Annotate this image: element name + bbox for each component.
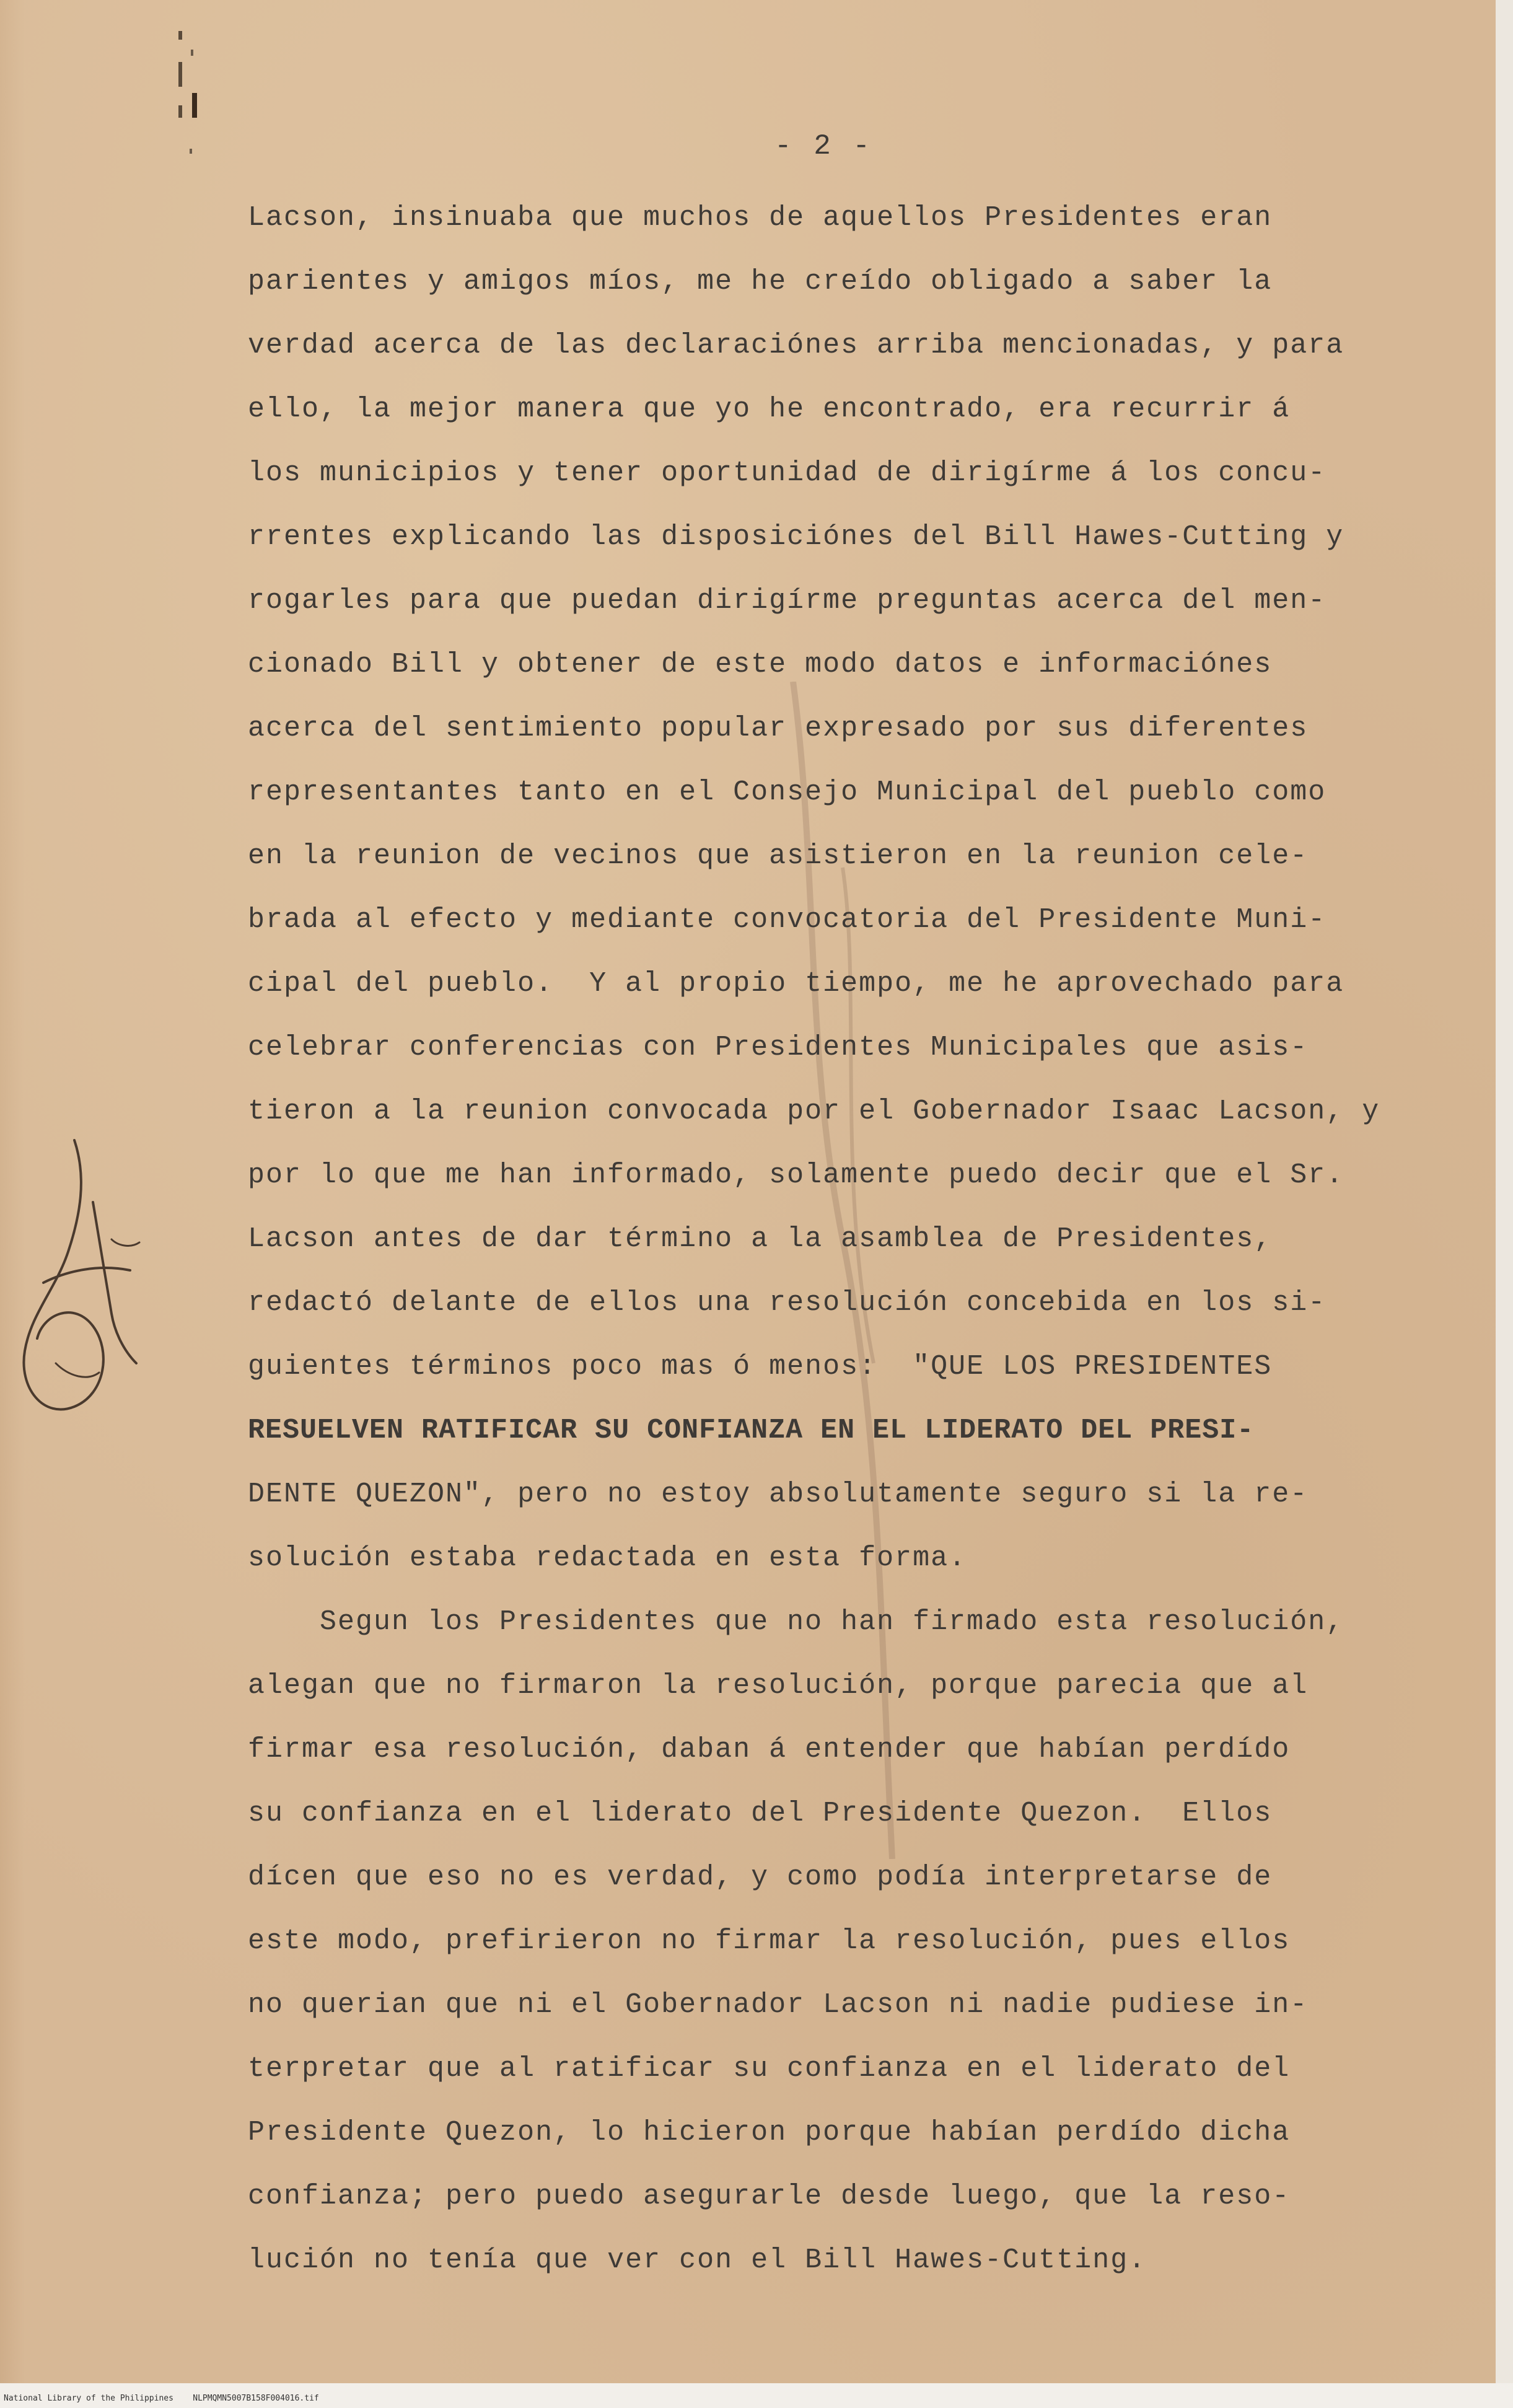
footer-institution: National Library of the Philippines [4,2394,173,2403]
body-line: los municipios y tener oportunidad de dirigírme á los concu- [248,457,1327,489]
body-line: solución estaba redactada en esta forma. [248,1542,967,1574]
body-line: rogarles para que puedan dirigírme preguntas acerca del men- [248,585,1327,617]
body-line: alegan que no firmaron la resolución, porque parecia que al [248,1670,1309,1702]
footer-file-ref: NLPMQMN5007B158F004016.tif [193,2394,319,2403]
scan-footer-bar [0,2383,1513,2408]
body-line: parientes y amigos míos, me he creído obligado a saber la [248,266,1273,297]
scan-edge [1496,0,1513,2408]
scan-footer-label [4,2394,319,2403]
body-line: lución no tenía que ver con el Bill Hawes-Cutting. [248,2244,1147,2276]
page-number: - 2 - [774,130,873,162]
body-line: Segun los Presidentes que no han firmado esta resolución, [248,1606,1344,1638]
body-line: celebrar conferencias con Presidentes Municipales que asis- [248,1032,1309,1063]
body-line: ello, la mejor manera que yo he encontrado, era recurrir á [248,393,1291,425]
body-line: tieron a la reunion convocada por el Gobernador Isaac Lacson, y [248,1096,1380,1127]
body-line: DENTE QUEZON", pero no estoy absolutamente seguro si la re- [248,1479,1309,1510]
body-line: dícen que eso no es verdad, y como podía interpretarse de [248,1861,1273,1893]
body-line: Lacson, insinuaba que muchos de aquellos Presidentes eran [248,202,1273,234]
body-line: acerca del sentimiento popular expresado por sus diferentes [248,713,1309,744]
body-line: brada al efecto y mediante convocatoria del Presidente Muni- [248,904,1327,936]
body-line: Lacson antes de dar término a la asamblea de Presidentes, [248,1223,1273,1255]
body-line: por lo que me han informado, solamente puedo decir que el Sr. [248,1159,1344,1191]
body-line: no querian que ni el Gobernador Lacson ni nadie pudiese in- [248,1989,1309,2021]
body-line: cipal del pueblo. Y al propio tiempo, me he aprovechado para [248,968,1344,1000]
body-line: cionado Bill y obtener de este modo datos e informaciónes [248,649,1273,680]
letter-body [248,186,1437,2292]
body-line: firmar esa resolución, daban á entender que habían perdído [248,1734,1291,1765]
body-line: terpretar que al ratificar su confianza en el liderato del [248,2053,1291,2085]
body-line: representantes tanto en el Consejo Municipal del pueblo como [248,776,1327,808]
body-line: este modo, prefirieron no firmar la resolución, pues ellos [248,1925,1291,1957]
body-line: en la reunion de vecinos que asistieron en la reunion cele- [248,840,1309,872]
body-line: Presidente Quezon, lo hicieron porque habían perdído dicha [248,2117,1291,2148]
body-line: su confianza en el liderato del Presidente Quezon. Ellos [248,1798,1273,1829]
body-line: redactó delante de ellos una resolución concebida en los si- [248,1287,1327,1319]
body-line: rrentes explicando las disposiciónes del Bill Hawes-Cutting y [248,521,1344,553]
body-line: verdad acerca de las declaraciónes arriba mencionadas, y para [248,330,1344,361]
handwritten-initials-icon [6,1128,155,1438]
binding-marks-icon [173,12,204,174]
body-line: guientes términos poco mas ó menos: "QUE LOS PRESIDENTES [248,1351,1273,1382]
body-line: confianza; pero puedo asegurarle desde luego, que la reso- [248,2181,1291,2212]
body-line-quoted-resolution: RESUELVEN RATIFICAR SU CONFIANZA EN EL LIDERATO DEL PRESI- [248,1415,1255,1446]
